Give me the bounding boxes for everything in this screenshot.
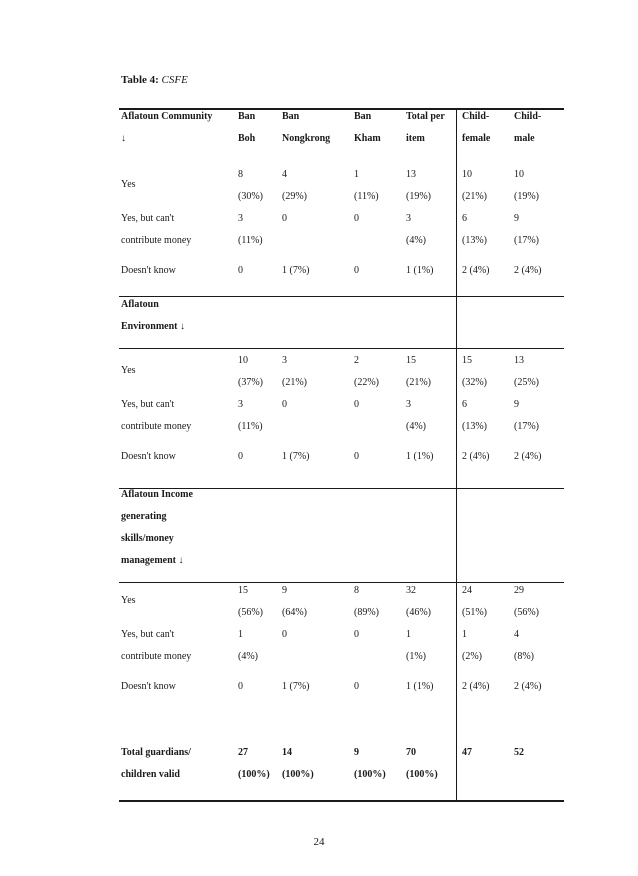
row-label: Doesn't know bbox=[121, 265, 176, 276]
value-cell: 9 bbox=[282, 585, 287, 596]
value-cell: 0 bbox=[354, 451, 359, 462]
value-cell: 15 bbox=[238, 585, 248, 596]
caption-name: CSFE bbox=[161, 74, 188, 86]
total-value: 70 bbox=[406, 747, 416, 758]
total-label: children valid bbox=[121, 769, 180, 780]
header-cell: Nongkrong bbox=[282, 133, 331, 144]
value-cell: 2 (4%) bbox=[514, 451, 542, 462]
row-label: contribute money bbox=[121, 235, 192, 246]
value-cell: 2 (4%) bbox=[462, 265, 490, 276]
table-caption bbox=[121, 74, 188, 86]
value-cell: 1 (1%) bbox=[406, 451, 434, 462]
header-cell: male bbox=[514, 133, 535, 144]
header-cell: Child- bbox=[514, 111, 542, 122]
value-cell: 0 bbox=[354, 629, 359, 640]
value-cell: (11%) bbox=[238, 235, 263, 246]
value-cell: 0 bbox=[354, 265, 359, 276]
total-value: 47 bbox=[462, 747, 472, 758]
total-value: (100%) bbox=[282, 769, 314, 780]
value-cell: 0 bbox=[282, 629, 287, 640]
value-cell: (22%) bbox=[354, 377, 379, 388]
value-cell: (21%) bbox=[462, 191, 487, 202]
value-cell: 1 (1%) bbox=[406, 681, 434, 692]
section-title: Aflatoun bbox=[121, 299, 159, 310]
value-cell: (11%) bbox=[238, 421, 263, 432]
value-cell: 32 bbox=[406, 585, 416, 596]
section-bottom-rule bbox=[119, 582, 564, 583]
header-cell: ↓ bbox=[121, 133, 126, 144]
value-cell: 1 bbox=[406, 629, 411, 640]
value-cell: 10 bbox=[514, 169, 524, 180]
value-cell: (13%) bbox=[462, 235, 487, 246]
value-cell: (21%) bbox=[406, 377, 431, 388]
section-title: Aflatoun Income bbox=[121, 489, 193, 500]
value-cell: 0 bbox=[238, 265, 243, 276]
value-cell: 0 bbox=[354, 399, 359, 410]
row-label: Yes bbox=[121, 595, 136, 606]
value-cell: 3 bbox=[238, 399, 243, 410]
value-cell: (4%) bbox=[406, 235, 426, 246]
total-value: 9 bbox=[354, 747, 359, 758]
value-cell: 13 bbox=[406, 169, 416, 180]
value-cell: 1 (7%) bbox=[282, 265, 310, 276]
value-cell: (32%) bbox=[462, 377, 487, 388]
value-cell: (1%) bbox=[406, 651, 426, 662]
section-title: management ↓ bbox=[121, 555, 184, 566]
value-cell: (21%) bbox=[282, 377, 307, 388]
value-cell: 9 bbox=[514, 399, 519, 410]
header-cell: item bbox=[406, 133, 425, 144]
value-cell: 0 bbox=[238, 451, 243, 462]
value-cell: (19%) bbox=[514, 191, 539, 202]
header-cell: Ban bbox=[282, 111, 300, 122]
value-cell: (64%) bbox=[282, 607, 307, 618]
row-label: Yes, but can't bbox=[121, 629, 175, 640]
value-cell: 0 bbox=[354, 681, 359, 692]
value-cell: 13 bbox=[514, 355, 524, 366]
value-cell: 3 bbox=[282, 355, 287, 366]
value-cell: 2 (4%) bbox=[462, 451, 490, 462]
value-cell: (30%) bbox=[238, 191, 263, 202]
row-label: contribute money bbox=[121, 421, 192, 432]
value-cell: 0 bbox=[282, 399, 287, 410]
value-cell: (13%) bbox=[462, 421, 487, 432]
value-cell: 3 bbox=[406, 399, 411, 410]
header-cell: Ban bbox=[238, 111, 256, 122]
value-cell: 24 bbox=[462, 585, 472, 596]
value-cell: (2%) bbox=[462, 651, 482, 662]
row-label: contribute money bbox=[121, 651, 192, 662]
value-cell: 2 (4%) bbox=[514, 681, 542, 692]
value-cell: 8 bbox=[354, 585, 359, 596]
value-cell: 1 bbox=[354, 169, 359, 180]
row-label: Yes, but can't bbox=[121, 399, 175, 410]
row-label: Yes bbox=[121, 365, 136, 376]
value-cell: 3 bbox=[238, 213, 243, 224]
total-value: (100%) bbox=[354, 769, 386, 780]
total-value: 14 bbox=[282, 747, 292, 758]
header-cell: Kham bbox=[354, 133, 381, 144]
value-cell: 1 bbox=[238, 629, 243, 640]
value-cell: 10 bbox=[462, 169, 472, 180]
header-cell: Ban bbox=[354, 111, 372, 122]
header-cell: Child- bbox=[462, 111, 490, 122]
value-cell: (56%) bbox=[238, 607, 263, 618]
row-label: Yes bbox=[121, 179, 136, 190]
total-value: (100%) bbox=[406, 769, 438, 780]
value-cell: 2 (4%) bbox=[514, 265, 542, 276]
total-label: Total guardians/ bbox=[121, 747, 191, 758]
value-cell: (46%) bbox=[406, 607, 431, 618]
value-cell: (17%) bbox=[514, 421, 539, 432]
page-number: 24 bbox=[313, 836, 325, 848]
value-cell: (4%) bbox=[406, 421, 426, 432]
value-cell: 0 bbox=[238, 681, 243, 692]
value-cell: (4%) bbox=[238, 651, 258, 662]
row-label: Doesn't know bbox=[121, 681, 176, 692]
value-cell: 1 bbox=[462, 629, 467, 640]
value-cell: 4 bbox=[282, 169, 287, 180]
column-divider bbox=[456, 108, 457, 802]
value-cell: 1 (7%) bbox=[282, 451, 310, 462]
row-label: Yes, but can't bbox=[121, 213, 175, 224]
value-cell: 29 bbox=[514, 585, 524, 596]
value-cell: (29%) bbox=[282, 191, 307, 202]
value-cell: (11%) bbox=[354, 191, 379, 202]
table-bottom-rule bbox=[119, 800, 564, 802]
value-cell: 0 bbox=[354, 213, 359, 224]
value-cell: (19%) bbox=[406, 191, 431, 202]
value-cell: 4 bbox=[514, 629, 519, 640]
value-cell: 0 bbox=[282, 213, 287, 224]
value-cell: 2 (4%) bbox=[462, 681, 490, 692]
header-cell: Aflatoun Community bbox=[121, 111, 213, 122]
caption-label: Table 4: bbox=[121, 74, 159, 86]
row-label: Doesn't know bbox=[121, 451, 176, 462]
value-cell: (37%) bbox=[238, 377, 263, 388]
section-title: Environment ↓ bbox=[121, 321, 185, 332]
value-cell: (8%) bbox=[514, 651, 534, 662]
value-cell: (56%) bbox=[514, 607, 539, 618]
value-cell: 1 (7%) bbox=[282, 681, 310, 692]
value-cell: 1 (1%) bbox=[406, 265, 434, 276]
section-title: skills/money bbox=[121, 533, 174, 544]
value-cell: 15 bbox=[462, 355, 472, 366]
value-cell: 15 bbox=[406, 355, 416, 366]
value-cell: 9 bbox=[514, 213, 519, 224]
value-cell: 6 bbox=[462, 213, 467, 224]
value-cell: 3 bbox=[406, 213, 411, 224]
total-value: 52 bbox=[514, 747, 524, 758]
total-value: 27 bbox=[238, 747, 248, 758]
header-cell: Boh bbox=[238, 133, 256, 144]
section-top-rule bbox=[119, 296, 564, 297]
total-value: (100%) bbox=[238, 769, 270, 780]
value-cell: (51%) bbox=[462, 607, 487, 618]
value-cell: (17%) bbox=[514, 235, 539, 246]
value-cell: 6 bbox=[462, 399, 467, 410]
header-cell: Total per bbox=[406, 111, 445, 122]
value-cell: (89%) bbox=[354, 607, 379, 618]
value-cell: (25%) bbox=[514, 377, 539, 388]
value-cell: 10 bbox=[238, 355, 248, 366]
value-cell: 2 bbox=[354, 355, 359, 366]
value-cell: 8 bbox=[238, 169, 243, 180]
section-bottom-rule bbox=[119, 348, 564, 349]
header-cell: female bbox=[462, 133, 491, 144]
section-title: generating bbox=[121, 511, 167, 522]
